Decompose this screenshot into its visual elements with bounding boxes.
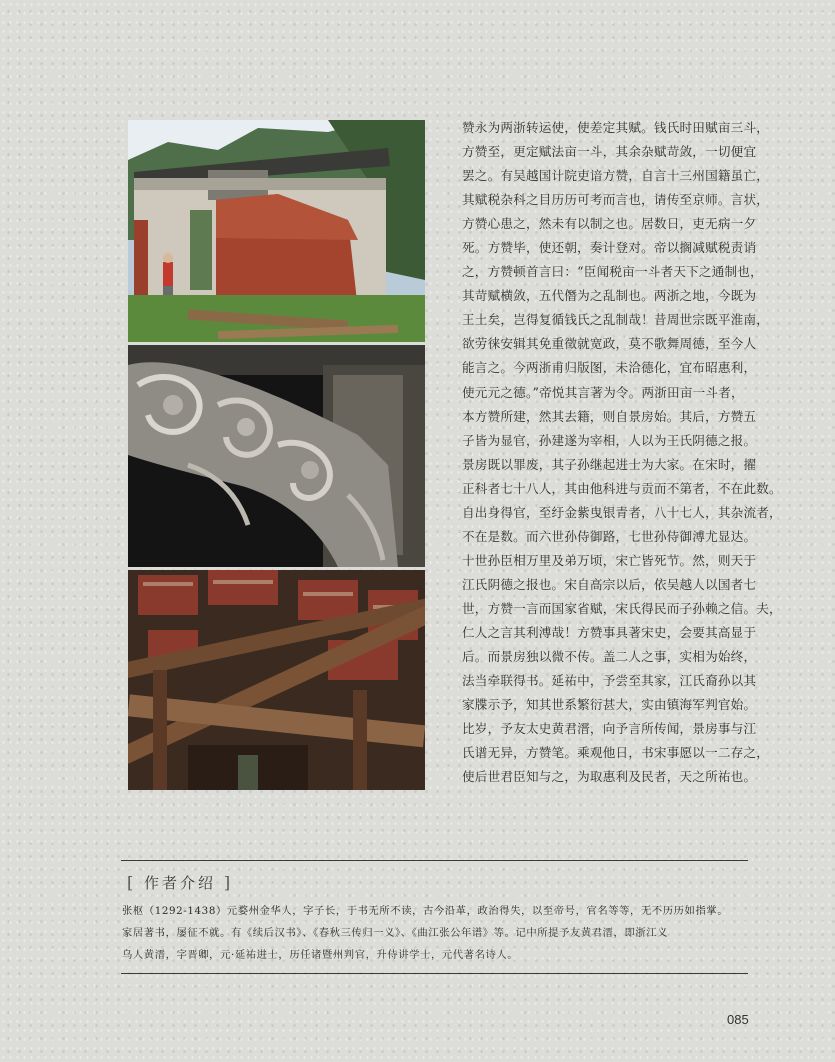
body-text-line: 罢之。有吴越国计院吏谙方赞，自言十三州国籍虽亡，	[462, 168, 770, 184]
body-text-line: 家牒示予，知其世系繁衍甚大，实由镇海军判官始。	[462, 697, 757, 713]
body-text-line: 欲劳徕安辑其免重徵就宽政，莫不歌舞周德，至今人	[462, 336, 757, 352]
body-text-line: 景房既以罪废，其子孙继起进士为大家。在宋时，擢	[462, 456, 757, 472]
bottom-divider	[121, 973, 748, 974]
body-text-line: 十世孙臣相万里及弟万顷，宋亡皆死节。然，则天于	[462, 552, 757, 568]
body-text-line: 其苛赋横敛，五代僭为之乱制也。两浙之地，今既为	[462, 288, 757, 304]
body-text-line: 后。而景房独以微不传。盖二人之事，实相为始终，	[462, 649, 757, 665]
body-text-line: 之，方赞顿首言曰：“臣闻税亩一斗者天下之通制也，	[462, 264, 763, 280]
body-text-line: 使元元之德。”帝悦其言著为令。两浙田亩一斗者，	[462, 384, 744, 400]
old-building-photo	[128, 120, 425, 342]
body-text-line: 王土矣，岂得复循钱氏之乱制哉！昔周世宗既平淮南，	[462, 312, 770, 328]
body-text-line: 法当牵联得书。延祐中，予尝至其家，江氏裔孙以其	[462, 673, 757, 689]
carved-bracket-photo	[128, 345, 425, 567]
body-text-line: 使后世君臣知与之，为取惠利及民者，天之所祐也。	[462, 769, 757, 785]
body-text-line: 世，方赞一言而国家省赋，宋氏得民而子孙赖之信。夫，	[462, 600, 782, 616]
body-text-line: 正科者七十八人，其由他科进与贡而不第者，不在此数。	[462, 480, 782, 496]
body-text-line: 本方赞所建，然其去籍，则自景房始。其后，方赞五	[462, 408, 757, 424]
body-text-line: 死。方赞毕，使还朝，奏计登对。帝以搁减赋税责诮	[462, 240, 757, 256]
body-text-line: 氏谱无异，方赞笔。乘观他日，书宋事愿以一二存之，	[462, 745, 770, 761]
body-text-line: 赞永为两浙转运使，使差定其赋。钱氏时田赋亩三斗，	[462, 120, 770, 135]
author-section-heading	[127, 872, 233, 893]
body-text-line: 能言之。今两浙甫归版图，未洽德化，宜布昭惠利，	[462, 360, 757, 376]
author-bio	[122, 900, 752, 966]
bracket-close: ]	[223, 873, 234, 892]
body-text-line: 比岁，予友太史黄君溍，向予言所传闻，景房事与江	[462, 721, 757, 737]
body-text-line: 方赞至，更定赋法亩一斗，其余杂赋苛敛，一切便宜	[462, 144, 757, 160]
body-text-line: 方赞心患之，然未有以制之也。居数日，吏无病一夕	[462, 216, 757, 232]
body-text-line: 自出身得官，至纡金紫曳银青者，八十七人，其杂流者，	[462, 504, 782, 520]
author-bio-line: 张枢（1292-1438）元婺州金华人，字子长，于书无所不读，古今沿革，政治得失，以至帝号，官名等等，无不历历如指掌。	[122, 905, 729, 917]
page-number: 085	[727, 1012, 749, 1027]
main-text-column	[462, 116, 782, 789]
author-bio-line: 家居著书，屡征不就。有《续后汉书》、《春秋三传归一义》、《曲江张公年谱》等。记中所提予友黄君溍，即浙江义	[122, 927, 669, 939]
author-bio-line: 乌人黄溍，字晋卿，元·延祐进士，历任诸暨州判官，升侍讲学士，元代著名诗人。	[122, 949, 519, 961]
body-text-line: 仁人之言其利溥哉！方赞事具著宋史，会要其高显于	[462, 624, 757, 640]
body-text-line: 不在是数。而六世孙侍御路，七世孙侍御溥尤显达。	[462, 528, 757, 544]
ceiling-beams-photo	[128, 570, 425, 790]
bracket-open: [	[127, 873, 137, 892]
author-heading-text: 作者介绍	[144, 874, 217, 892]
body-text-line: 江氏阴德之报也。宋自高宗以后，依吴越人以国者七	[462, 576, 757, 592]
top-divider	[121, 860, 748, 861]
body-text-line: 子皆为显官，孙建遂为宰相，人以为王氏阴德之报。	[462, 432, 757, 448]
body-text-line: 其赋税杂科之目历历可考而言也，请传至京师。言状，	[462, 192, 770, 208]
